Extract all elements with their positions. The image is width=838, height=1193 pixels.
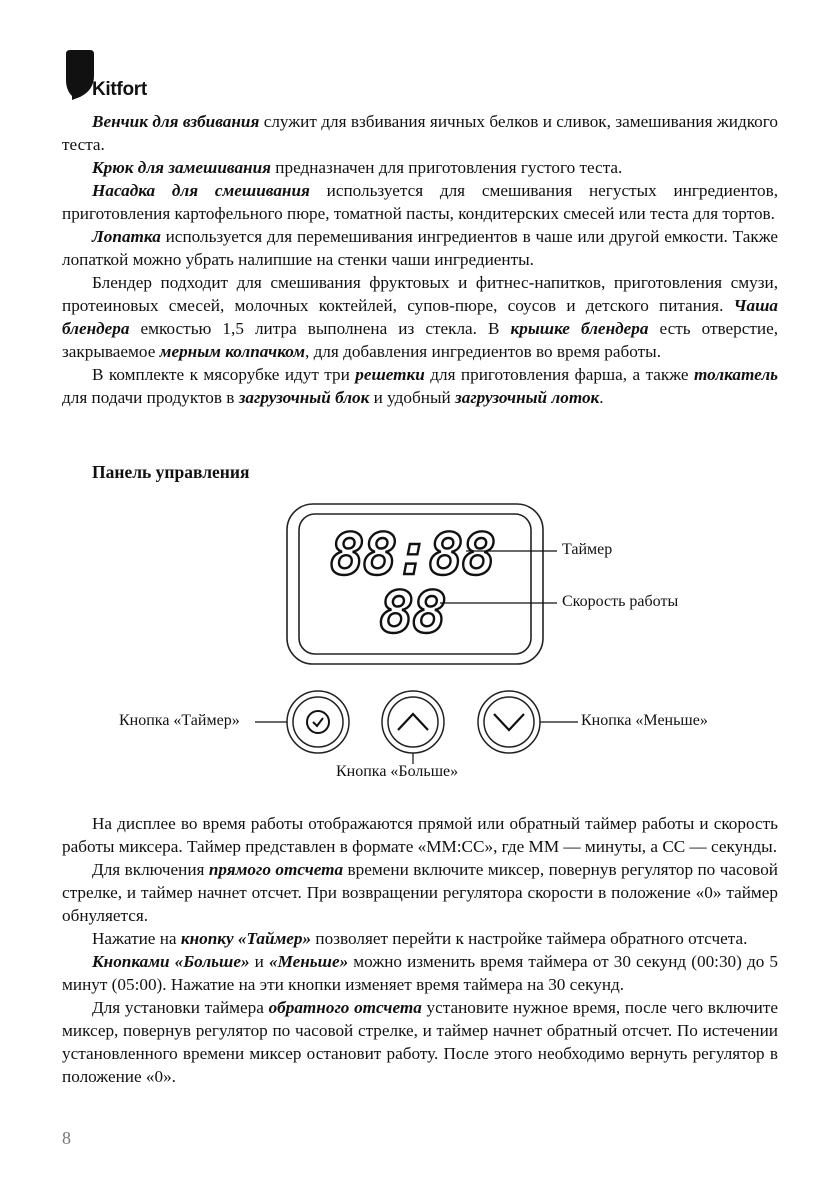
text-run: используется для перемешивания ингредиентов в чаше или другой емкости. Также лопаткой можно убрать налипшие на стенки чаши ингредиенты. <box>62 227 778 269</box>
kitfort-logo <box>66 50 186 100</box>
paragraph <box>62 110 778 156</box>
less-button-label: Кнопка «Меньше» <box>581 712 708 729</box>
control-panel-drawing <box>0 500 838 790</box>
timer-display: 88:88 <box>329 520 495 588</box>
less-button[interactable] <box>478 691 540 753</box>
text-run: емкостью 1,5 литра выполнена из стекла. В <box>129 319 511 338</box>
more-button[interactable] <box>382 691 444 753</box>
term-highlight: обратного отсчета <box>268 998 422 1017</box>
text-run: для приготовления фарша, а также <box>424 365 694 384</box>
text-run: Нажатие на <box>92 929 181 948</box>
paragraph <box>62 812 778 858</box>
paragraph <box>62 225 778 271</box>
text-run: Блендер подходит для смешивания фруктовых и фитнес-напитков, приготовления смузи, протеиновых смесей, молочных коктейлей, супов-пюре, соусов и детского питания. <box>62 273 778 315</box>
text-run: , для добавления ингредиентов во время работы. <box>304 342 661 361</box>
term-highlight: решетки <box>355 365 425 384</box>
speed-display: 88 <box>379 578 445 646</box>
term-highlight: мерным колпачком <box>159 342 305 361</box>
more-button-label: Кнопка «Больше» <box>336 763 459 780</box>
text-run: установите нужное время, после чего включите миксер, повернув регулятор по часовой стрелке, и таймер начнет обратный отсчет. По истечении установленного времени миксер остановит работу. После этого необходимо вернуть регулятор в положение «0». <box>62 998 778 1086</box>
page-number: 8 <box>62 1128 71 1148</box>
brand-name: Kitfort <box>92 79 147 100</box>
paragraph <box>62 927 778 950</box>
text-run: есть отверстие, закрываемое <box>62 319 778 361</box>
control-panel-diagram <box>0 500 838 790</box>
section-title: Панель управления <box>92 462 250 482</box>
term-highlight: прямого отсчета <box>208 860 344 879</box>
term-highlight: Венчик для взбивания <box>92 112 260 131</box>
text-run: Для установки таймера <box>92 998 269 1017</box>
text-run: используется для смешивания негустых ингредиентов, приготовления картофельного пюре, томатной пасты, кондитерских смесей или теста для тортов. <box>62 181 778 223</box>
timer-button-label: Кнопка «Таймер» <box>119 712 240 729</box>
timer-button[interactable] <box>287 691 349 753</box>
paragraph <box>62 950 778 996</box>
text-run: предназначен для приготовления густого теста. <box>271 158 623 177</box>
clock-icon <box>307 711 329 733</box>
term-highlight: «Меньше» <box>268 952 349 971</box>
term-highlight: Лопатка <box>92 227 161 246</box>
text-run: . <box>599 388 604 407</box>
paragraph <box>62 363 778 409</box>
term-highlight: Насадка для смешивания <box>92 181 310 200</box>
kitfort-logo-mark <box>66 50 94 100</box>
text-run: и <box>249 952 269 971</box>
chevron-down-icon <box>494 714 524 730</box>
text-run: Для включения <box>92 860 209 879</box>
text-run: служит для взбивания яичных белков и сливок, замешивания жидкого теста. <box>62 112 778 154</box>
term-highlight: загрузочный блок <box>238 388 370 407</box>
term-highlight: толкатель <box>693 365 778 384</box>
timer-label: Таймер <box>562 541 613 558</box>
text-run: времени включите миксер, повернув регулятор по часовой стрелке, и таймер начнет отсчет. При возвращении регулятора скорости в положение «0» таймер обнуляется. <box>62 860 778 925</box>
speed-label: Скорость работы <box>562 593 679 610</box>
chevron-up-icon <box>398 714 428 730</box>
text-run: и удобный <box>369 388 456 407</box>
term-highlight: кнопку «Таймер» <box>180 929 312 948</box>
intro-text <box>62 110 778 409</box>
term-highlight: крышке блендера <box>510 319 649 338</box>
paragraph <box>62 156 778 179</box>
paragraph <box>62 271 778 363</box>
term-highlight: загрузочный лоток <box>455 388 600 407</box>
term-highlight: Крюк для замешивания <box>92 158 271 177</box>
text-run: На дисплее во время работы отображаются прямой или обратный таймер работы и скорость работы миксера. Таймер представлен в формате «ММ:СС», где ММ — минуты, а СС — секунды. <box>62 814 778 856</box>
term-highlight: Чаша блендера <box>62 296 778 338</box>
text-run: позволяет перейти к настройке таймера обратного отсчета. <box>311 929 748 948</box>
text-run: можно изменить время таймера от 30 секунд (00:30) до 5 минут (05:00). Нажатие на эти кнопки изменяет время таймера на 30 секунд. <box>62 952 778 994</box>
paragraph <box>62 179 778 225</box>
paragraph <box>62 858 778 927</box>
paragraph <box>62 996 778 1088</box>
text-run: для подачи продуктов в <box>62 388 239 407</box>
body-text <box>62 812 778 1088</box>
text-run: В комплекте к мясорубке идут три <box>92 365 356 384</box>
term-highlight: Кнопками «Больше» <box>92 952 250 971</box>
